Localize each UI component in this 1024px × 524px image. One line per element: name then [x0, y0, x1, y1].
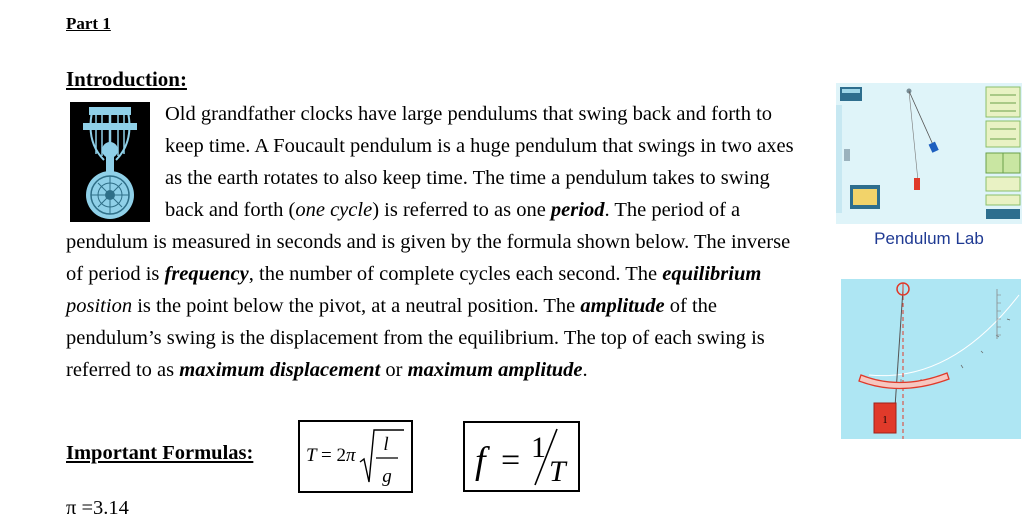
period-formula-lhs: T [306, 445, 317, 466]
part-title: Part 1 [66, 14, 111, 33]
pendulum-simulation-view [841, 279, 1021, 439]
term-equilibrium: equilibrium [662, 263, 762, 285]
pendulum-lab-thumbnail[interactable] [836, 83, 1022, 224]
period-formula-numerator: l [383, 434, 389, 455]
frequency-formula-denominator: T [549, 455, 566, 488]
term-period: period [550, 199, 605, 221]
term-frequency: frequency [164, 263, 249, 285]
pi-value: π =3.14 [66, 497, 129, 519]
term-max-displacement: maximum displacement [179, 359, 381, 381]
introduction-heading: Introduction: [66, 67, 187, 91]
frequency-formula-numerator: 1 [531, 431, 546, 464]
pendulum-mass-label: 1 [882, 415, 888, 426]
frequency-formula [463, 421, 580, 492]
introduction-paragraph: Old grandfather clocks have large pendulums that swing back and forth to keep time. A Foucault pendulum is a huge pendulum that swings in two axes as the earth rotates to also keep time. The time a pendulum takes to swing back and forth (one cycle) is referred to as one period. The period of a pendulum is measured in seconds and is given by the formula shown below. The inverse of period is frequency, the number of complete cycles each second. The equilibrium position is the point below the pivot, at a neutral position. The amplitude of the pendulum’s swing is the displacement from the equilibrium. The top of each swing is referred to as maximum displacement or maximum amplitude. [66, 98, 806, 386]
term-max-amplitude: maximum amplitude [407, 359, 583, 381]
pendulum-lab-label[interactable]: Pendulum Lab [874, 229, 984, 248]
period-formula-denominator: g [382, 466, 392, 487]
period-formula-pi: π [346, 445, 356, 466]
frequency-formula-lhs: f [475, 440, 486, 482]
period-formula-eq: = 2 [321, 445, 346, 466]
period-formula [298, 420, 413, 493]
term-amplitude: amplitude [580, 295, 665, 317]
frequency-formula-eq: = [501, 442, 521, 479]
important-formulas-label: Important Formulas: [66, 442, 254, 464]
image-float-spacer [66, 98, 165, 225]
